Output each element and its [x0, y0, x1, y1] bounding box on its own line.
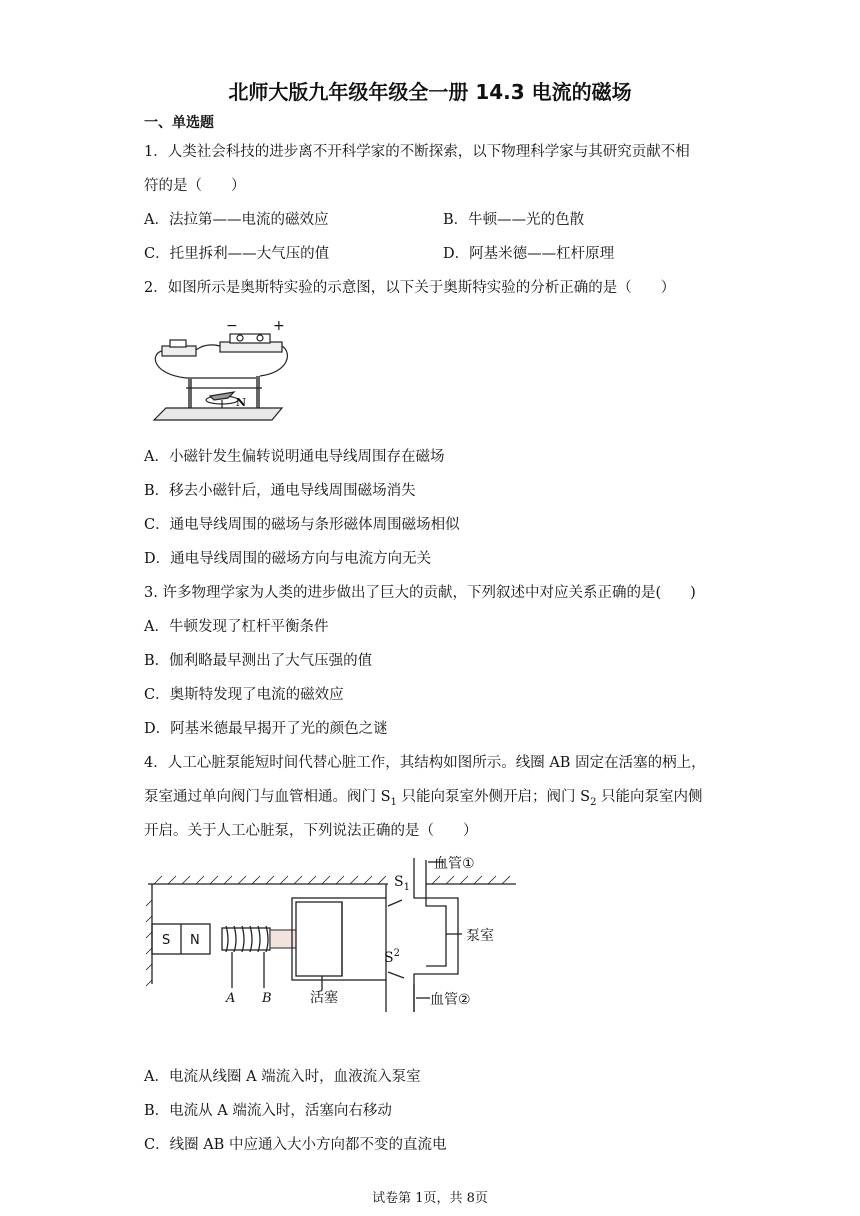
page-footer: 试卷第 1页，共 8页	[372, 1191, 488, 1206]
question-4-option-b: B．电流从 A 端流入时，活塞向右移动	[144, 1103, 392, 1119]
pump-chamber-label: 泵室	[466, 928, 494, 944]
needle-n-label: N	[236, 396, 247, 409]
question-1-option-d: D．阿基米德——杠杆原理	[443, 246, 615, 262]
question-4-line-3: 开启。关于人工心脏泵，下列说法正确的是（ ）	[144, 823, 478, 839]
question-2-text: 2．如图所示是奥斯特实验的示意图，以下关于奥斯特实验的分析正确的是（ ）	[144, 280, 676, 296]
page-title: 北师大版九年级年级全一册 14.3 电流的磁场	[228, 80, 632, 104]
piston-label: 活塞	[310, 990, 338, 1006]
oersted-experiment-figure	[146, 316, 296, 424]
question-2-option-b: B．移去小磁针后，通电导线周围磁场消失	[144, 483, 416, 499]
question-3-option-b: B．伽利略最早测出了大气压强的值	[144, 653, 373, 669]
vessel-2-label: 血管②	[430, 992, 471, 1008]
magnet-s-label: S	[162, 933, 171, 948]
question-3-option-d: D．阿基米德最早揭开了光的颜色之谜	[144, 721, 388, 737]
question-2-option-c: C．通电导线周围的磁场与条形磁体周围磁场相似	[144, 517, 460, 533]
question-2-option-d: D．通电导线周围的磁场方向与电流方向无关	[144, 551, 432, 567]
question-3-text: 3. 许多物理学家为人类的进步做出了巨大的贡献，下列叙述中对应关系正确的是( )	[144, 585, 696, 601]
heart-pump-figure	[144, 850, 520, 1018]
question-1-line-2: 符的是（ ）	[144, 178, 246, 194]
question-3-option-c: C．奥斯特发现了电流的磁效应	[144, 687, 344, 703]
plus-sign: +	[273, 318, 285, 334]
question-4-line-1: 4．人工心脏泵能短时间代替心脏工作，其结构如图所示。线圈 AB 固定在活塞的柄上，	[144, 755, 706, 771]
coil-end-a-label: A	[226, 991, 236, 1006]
question-1-option-b: B．牛顿——光的色散	[443, 212, 585, 228]
question-3-option-a: A．牛顿发现了杠杆平衡条件	[144, 619, 329, 635]
question-1-option-c: C．托里拆利——大气压的值	[144, 246, 330, 262]
coil-end-b-label: B	[262, 991, 272, 1006]
question-4-option-a: A．电流从线圈 A 端流入时，血液流入泵室	[144, 1069, 421, 1085]
question-1-option-a: A．法拉第——电流的磁效应	[144, 212, 329, 228]
section-heading: 一、单选题	[144, 115, 214, 131]
question-1-line-1: 1．人类社会科技的进步离不开科学家的不断探索，以下物理科学家与其研究贡献不相	[144, 144, 690, 160]
minus-sign: −	[226, 318, 238, 334]
magnet-n-label: N	[190, 933, 200, 948]
vessel-1-label: 血管①	[434, 856, 475, 872]
question-4-option-c: C．线圈 AB 中应通入大小方向都不变的直流电	[144, 1137, 447, 1153]
valve-s1-label: $S_1$	[394, 874, 410, 893]
question-2-option-a: A．小磁针发生偏转说明通电导线周围存在磁场	[144, 449, 445, 465]
valve-s2-label: $S^2$	[384, 948, 400, 966]
question-4-line-2: 泵室通过单向阀门与血管相通。阀门 $S_1$ 只能向泵室外侧开启；阀门 $S_2$ 只能向泵室内侧	[144, 789, 703, 808]
